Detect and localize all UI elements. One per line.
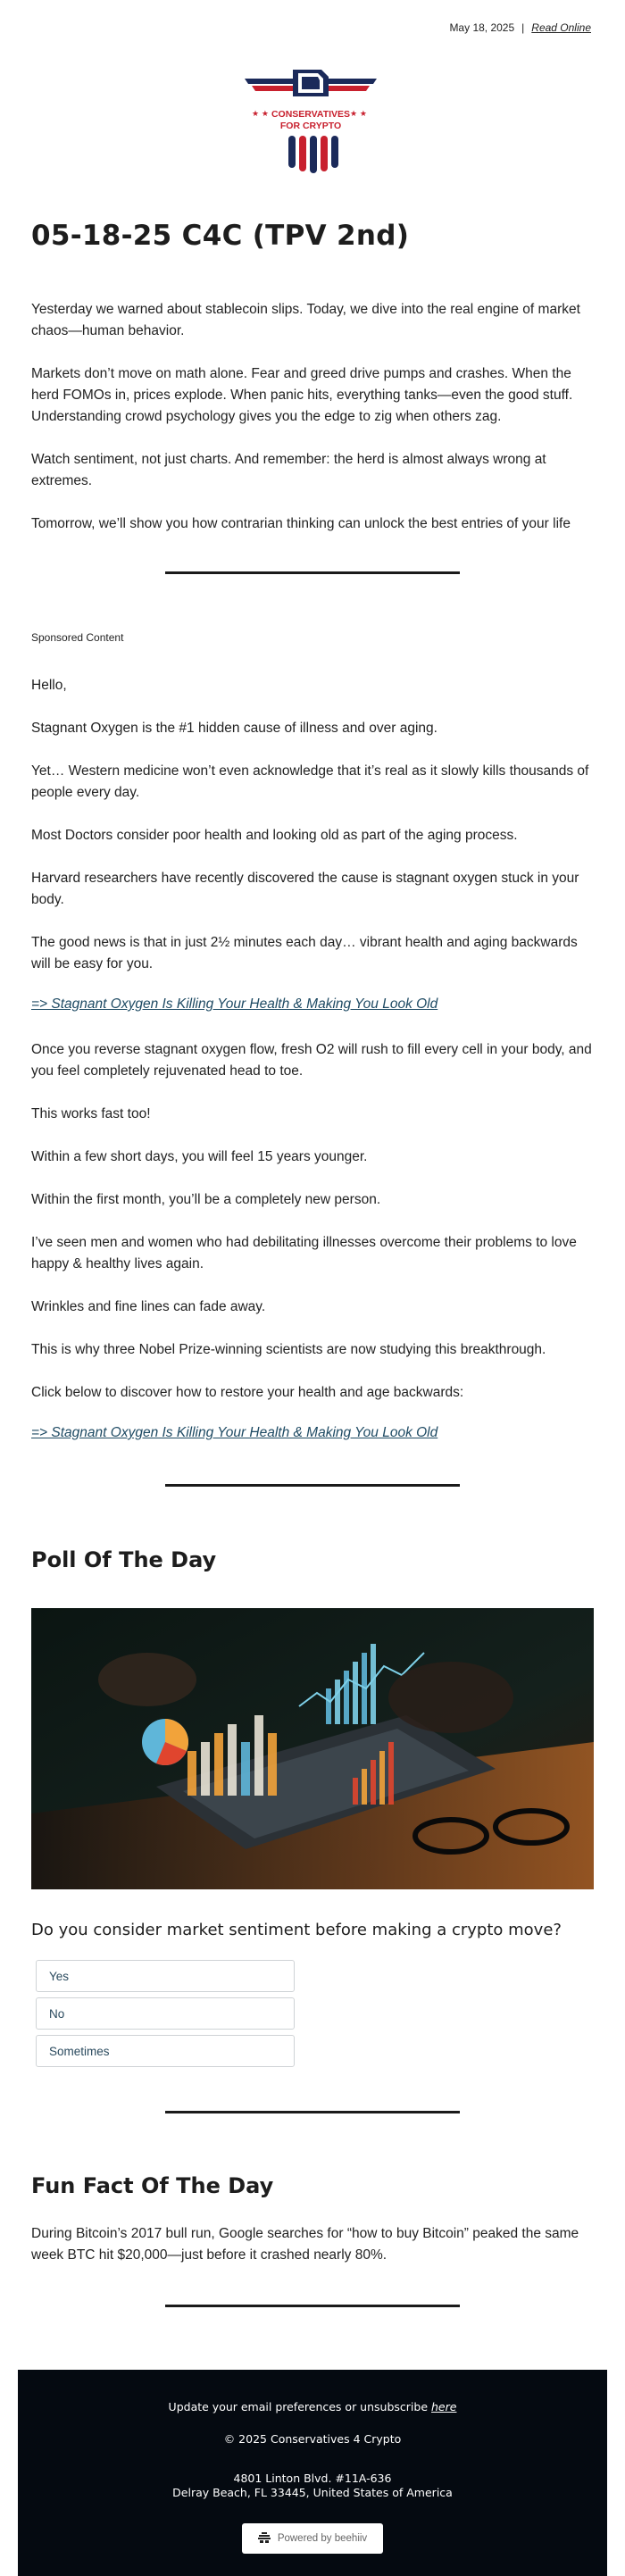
sponsored-paragraph: Once you reverse stagnant oxygen flow, fresh O2 will rush to fill every cell in your body, and you feel completely rejuvenated head to toe. (31, 1042, 592, 1079)
sponsored-paragraph: Click below to discover how to restore your health and age backwards: (31, 1385, 464, 1400)
fun-fact-text: During Bitcoin’s 2017 bull run, Google searches for “how to buy Bitcoin” peaked the same week BTC hit $20,000—just before it crashed nearly 80%. (31, 2226, 579, 2263)
intro-paragraph: Yesterday we warned about stablecoin slips. Today, we dive into the real engine of market chaos—human behavior. (31, 302, 580, 338)
poll-heading: Poll Of The Day (31, 1547, 217, 1572)
poll-image (31, 1608, 594, 1889)
logo-line2: FOR CRYPTO (279, 121, 342, 131)
footer-preferences (18, 2400, 607, 2413)
newsletter-title: 05-18-25 C4C (TPV 2nd) (31, 220, 410, 252)
section-divider (165, 2111, 460, 2113)
svg-text:★ ★: ★ ★ (252, 110, 269, 119)
svg-text:★ ★: ★ ★ (350, 110, 367, 119)
section-divider (165, 2305, 460, 2307)
preferences-text: Update your email preferences or unsubscribe (168, 2400, 431, 2413)
footer (18, 2370, 607, 2576)
promo-link[interactable]: => Stagnant Oxygen Is Killing Your Health & Making You Look Old (31, 1425, 438, 1440)
logo-line1: CONSERVATIVES (271, 109, 351, 120)
footer-address-line1: 4801 Linton Blvd. #11A-636 (233, 2472, 392, 2485)
sponsored-paragraph: The good news is that in just 2½ minutes each day… vibrant health and aging backwards will be easy for you. (31, 935, 578, 971)
header-bar (449, 21, 591, 34)
sponsored-paragraph: This is why three Nobel Prize-winning scientists are now studying this breakthrough. (31, 1342, 546, 1357)
conservatives-for-crypto-logo (239, 66, 382, 175)
footer-address-line2: Delray Beach, FL 33445, United States of America (172, 2486, 453, 2499)
sponsored-paragraph: Most Doctors consider poor health and looking old as part of the aging process. (31, 828, 518, 843)
intro-paragraph: Watch sentiment, not just charts. And remember: the herd is almost always wrong at extremes. (31, 452, 546, 488)
issue-date: May 18, 2025 (449, 21, 515, 34)
sponsored-paragraph: Within the first month, you’ll be a completely new person. (31, 1192, 381, 1207)
sponsored-paragraph: Wrinkles and fine lines can fade away. (31, 1299, 266, 1314)
sponsored-label: Sponsored Content (31, 631, 124, 644)
sponsored-paragraph: Stagnant Oxygen is the #1 hidden cause of illness and over aging. (31, 721, 438, 736)
intro-paragraph: Tomorrow, we’ll show you how contrarian thinking can unlock the best entries of your life (31, 516, 571, 531)
sponsored-paragraph: Within a few short days, you will feel 15 years younger. (31, 1149, 368, 1164)
section-divider (165, 571, 460, 574)
poll-option-sometimes[interactable]: Sometimes (36, 2035, 295, 2067)
footer-copyright: © 2025 Conservatives 4 Crypto (223, 2432, 402, 2446)
unsubscribe-link[interactable]: here (431, 2400, 457, 2413)
poll-option-no[interactable]: No (36, 1997, 295, 2030)
read-online-link[interactable]: Read Online (531, 21, 591, 34)
sponsored-paragraph: I’ve seen men and women who had debilitating illnesses overcome their problems to love happy & healthy lives again. (31, 1235, 577, 1271)
sponsored-paragraph: Yet… Western medicine won’t even acknowledge that it’s real as it slowly kills thousands of people every day. (31, 763, 589, 800)
sponsored-paragraph: Hello, (31, 678, 67, 693)
powered-by-beehiiv-badge[interactable] (242, 2523, 383, 2554)
header-separator: | (521, 21, 525, 34)
poll-option-yes[interactable]: Yes (36, 1960, 295, 1992)
sponsored-paragraph: This works fast too! (31, 1106, 151, 1121)
beehiiv-icon (258, 2532, 271, 2545)
section-divider (165, 1484, 460, 1487)
poll-question: Do you consider market sentiment before making a crypto move? (31, 1921, 562, 1939)
powered-by-text: Powered by beehiiv (277, 2533, 368, 2544)
intro-paragraph: Markets don’t move on math alone. Fear and greed drive pumps and crashes. When the herd FOMOs in, prices explode. When panic hits, everything tanks—even the good stuff. Understanding crowd psychology gives you the edge to zig when others zag. (31, 366, 573, 424)
fun-fact-heading: Fun Fact Of The Day (31, 2173, 274, 2198)
promo-link[interactable]: => Stagnant Oxygen Is Killing Your Health & Making You Look Old (31, 996, 438, 1012)
sponsored-paragraph: Harvard researchers have recently discovered the cause is stagnant oxygen stuck in your body. (31, 871, 579, 907)
